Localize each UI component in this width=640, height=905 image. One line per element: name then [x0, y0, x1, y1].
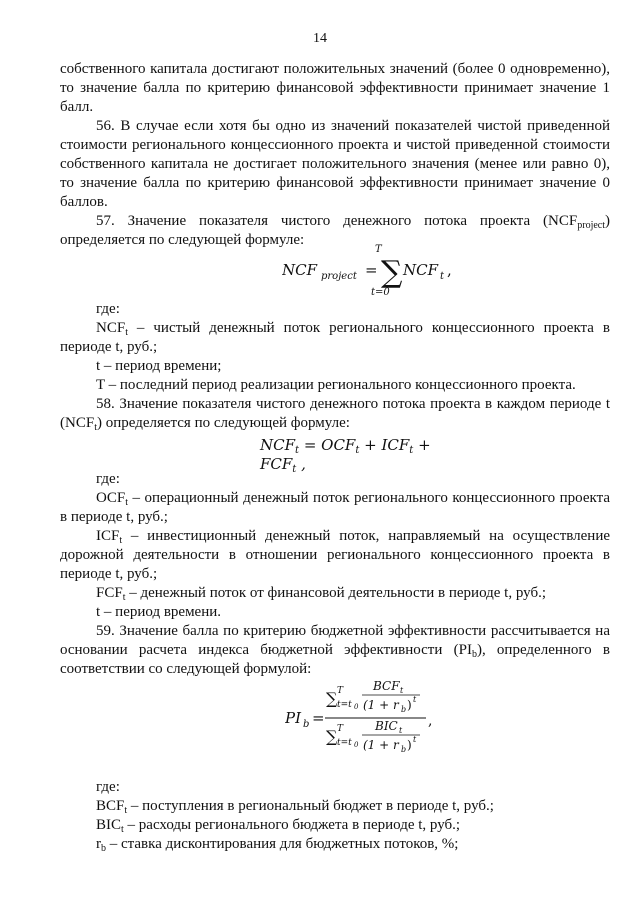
f3-den-den-exp: t [413, 735, 417, 744]
e2-sub: t [119, 535, 123, 546]
g2-sub: t [121, 824, 124, 835]
paragraph-continuation [60, 60, 610, 250]
f1-sum-bottom: t=0 [371, 287, 390, 298]
def-t: t – период времени; [96, 358, 222, 374]
g2-b: – расходы регионального бюджета в периоде t, руб.; [123, 817, 461, 833]
definitions-block-2 [60, 470, 610, 679]
p58-text-a: 58. Значение показателя чистого денежного потока проекта в каждом периоде t (NCF [60, 396, 610, 431]
formula-pi-b [285, 678, 435, 758]
p59-sub: b [471, 649, 477, 660]
p57-sub: project [577, 220, 605, 231]
def-T: T – последний период реализации регионального концессионного проекта. [96, 377, 576, 393]
f1-lhs-sub: project [321, 271, 357, 282]
f2-ocf-sub: t [355, 445, 360, 456]
d1-b: – чистый денежный поток регионального концессионного проекта в периоде t, руб.; [60, 320, 610, 355]
p59-text-a: 59. Значение балла по критерию бюджетной эффективности рассчитывается на основании расчета индекса бюджетной эффективности (PI [60, 623, 610, 658]
paragraph-56: 56. В случае если хотя бы одно из значений показателей чистой приведенной стоимости регионального концессионного проекта и чистой приведенной стоимости собственного капитала не достигает положительного значения (менее или равно 0), то значение балла по критерию финансовой эффективности принимает значение 0 баллов. [60, 118, 610, 210]
formula-ncf-t [260, 436, 450, 475]
f3-comma: , [428, 713, 433, 729]
f2-icf-sub: t [409, 445, 414, 456]
f3-num-sum: ∑ [326, 689, 338, 708]
p57-text-b: ) определяется по следующей формуле: [60, 213, 610, 248]
p57-text-a: 57. Значение показателя чистого денежного потока проекта (NCF [96, 213, 578, 229]
f3-lhs-sub: b [303, 719, 310, 730]
f3-num-sum-bottom: t=t [337, 700, 352, 710]
f3-num-den-exp: t [413, 695, 417, 704]
g1-sub: t [124, 805, 128, 816]
f3-eq: = [312, 709, 325, 727]
f2-comma: , [296, 455, 306, 473]
definitions-block-1 [60, 300, 610, 433]
f3-lhs: PI [285, 709, 302, 727]
f3-den-sum-bottom-sub: 0 [354, 741, 359, 749]
f3-num-sum-bottom-sub: 0 [354, 703, 359, 711]
d1-a: NCF [96, 320, 126, 336]
f2-ncf: NCF [260, 436, 296, 454]
g3-sub: b [101, 843, 106, 854]
g3-b: – ставка дисконтирования для бюджетных потоков, %; [106, 836, 459, 852]
formula-ncf-project [282, 240, 452, 298]
e2-b: – инвестиционный денежный поток, направляемый на осуществление дорожной деятельности в отношении регионального концессионного проекта в периоде t, руб.; [60, 528, 610, 582]
f3-den-sum: ∑ [326, 727, 338, 746]
f3-num-den: (1 + r [363, 698, 399, 712]
f3-den-sum-top: T [337, 724, 344, 734]
f1-lhs: NCF [282, 261, 318, 279]
def-bic [60, 816, 610, 835]
e1-sub: t [125, 497, 128, 508]
def-ncf-t [60, 319, 610, 357]
g3-a: r [96, 836, 101, 852]
f3-den-sum-bottom: t=t [337, 738, 352, 748]
f3-den-den-sub: b [401, 745, 407, 754]
e2-a: ICF [96, 528, 120, 544]
p58-sub: t [94, 422, 97, 433]
e3-sub: t [122, 592, 126, 603]
definitions-block-3 [60, 778, 610, 854]
where-label-3: где: [96, 779, 120, 795]
f3-den-den: (1 + r [363, 738, 399, 752]
f3-num-sum-top: T [337, 686, 344, 696]
page-number: 14 [313, 31, 327, 46]
where-label-1: где: [96, 301, 120, 317]
f1-term: NCF [403, 261, 439, 279]
def-t-2: t – период времени. [96, 604, 222, 620]
def-rb [60, 835, 610, 854]
g1-b: – поступления в региональный бюджет в периоде t, руб.; [127, 798, 494, 814]
f2-ncf-sub: t [295, 445, 300, 456]
paragraph-59 [60, 622, 610, 679]
f1-sum-top: T [375, 244, 382, 255]
def-ocf [60, 489, 610, 527]
e1-a: OCF [96, 490, 126, 506]
f3-num-top-sub: t [400, 686, 404, 695]
f2-plus-2: + [413, 436, 431, 454]
f2-fcf-sub: t [292, 464, 297, 475]
f1-eq: = [365, 261, 378, 279]
g1-a: BCF [96, 798, 125, 814]
f1-comma: , [447, 261, 452, 279]
p58-text-b: ) определяется по следующей формуле: [96, 415, 350, 431]
f3-den-top: BIC [375, 719, 398, 733]
e3-b: – денежный поток от финансовой деятельности в периоде t, руб.; [125, 585, 547, 601]
def-fcf [60, 584, 610, 603]
d1-sub: t [125, 327, 128, 338]
f2-icf: ICF [381, 436, 410, 454]
f2-eq: = [299, 436, 322, 454]
f3-num-top: BCF [373, 679, 400, 693]
e3-a: FCF [96, 585, 123, 601]
f3-num-den-close: ) [407, 698, 412, 712]
f3-num-den-sub: b [401, 705, 407, 714]
f1-sum-sign: ∑ [381, 255, 403, 290]
f2-fcf: FCF [260, 455, 293, 473]
def-bcf [60, 797, 610, 816]
e1-b: – операционный денежный поток регионального концессионного проекта в периоде t, руб.; [60, 490, 610, 525]
paragraph-p1: собственного капитала достигают положительных значений (более 0 одновременно), то значение балла по критерию финансовой эффективности принимает значение 1 балл. [60, 61, 610, 115]
g2-a: BIC [96, 817, 122, 833]
f2-ocf: OCF [321, 436, 356, 454]
f1-term-sub: t [440, 271, 445, 282]
paragraph-58 [60, 395, 610, 433]
f3-den-den-close: ) [407, 738, 412, 752]
f3-den-top-sub: t [399, 726, 403, 735]
f2-plus-1: + [359, 436, 382, 454]
def-icf [60, 527, 610, 584]
p59-text-b: ), определенного в соответствии со следующей формулой: [60, 642, 610, 677]
where-label-2: где: [96, 471, 120, 487]
